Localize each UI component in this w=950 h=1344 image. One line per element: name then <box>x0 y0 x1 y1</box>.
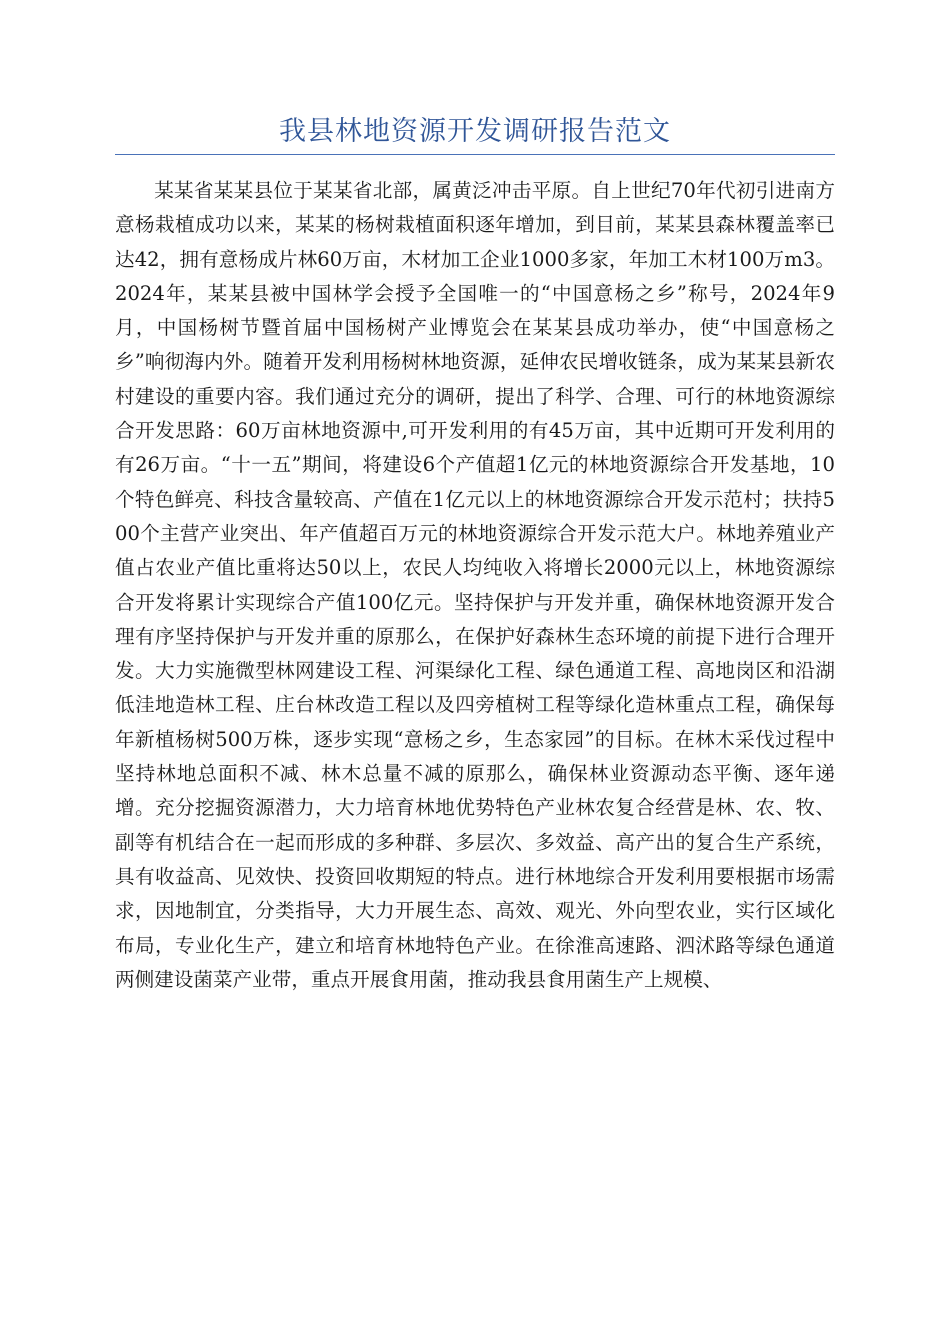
document-title: 我县林地资源开发调研报告范文 <box>279 116 671 147</box>
body-paragraph: 某某省某某县位于某某省北部，属黄泛冲击平原。自上世纪70年代初引进南方意杨栽植成功以来，某某的杨树栽植面积逐年增加，到目前，某某县森林覆盖率已达42，拥有意杨成片林60万亩，木材加工企业1000多家，年加工木材100万m3。2024年，某某县被中国林学会授予全国唯一的“中国意杨之乡”称号，2024年9月，中国杨树节暨首届中国杨树产业博览会在某某县成功举办，使“中国意杨之乡”响彻海内外。随着开发利用杨树林地资源，延伸农民增收链条，成为某某县新农村建设的重要内容。我们通过充分的调研，提出了科学、合理、可行的林地资源综合开发思路：60万亩林地资源中,可开发利用的有45万亩，其中近期可开发利用的有26万亩。“十一五”期间，将建设6个产值超1亿元的林地资源综合开发基地，10个特色鲜亮、科技含量较高、产值在1亿元以上的林地资源综合开发示范村；扶持500个主营产业突出、年产值超百万元的林地资源综合开发示范大户。林地养殖业产值占农业产值比重将达50以上，农民人均纯收入将增长2000元以上，林地资源综合开发将累计实现综合产值100亿元。坚持保护与开发并重，确保林地资源开发合理有序坚持保护与开发并重的原那么，在保护好森林生态环境的前提下进行合理开发。大力实施微型林网建设工程、河渠绿化工程、绿色通道工程、高地岗区和沿湖低洼地造林工程、庄台林改造工程以及四旁植树工程等绿化造林重点工程，确保每年新植杨树500万株，逐步实现“意杨之乡，生态家园”的目标。在林木采伐过程中坚持林地总面积不减、林木总量不减的原那么，确保林业资源动态平衡、逐年递增。充分挖掘资源潜力，大力培育林地优势特色产业林农复合经营是林、农、牧、副等有机结合在一起而形成的多种群、多层次、多效益、高产出的复合生产系统，具有收益高、见效快、投资回收期短的特点。进行林地综合开发利用要根据市场需求，因地制宜，分类指导，大力开展生态、高效、观光、外向型农业，实行区域化布局，专业化生产，建立和培育林地特色产业。在徐淮高速路、泗沭路等绿色通道两侧建设菌菜产业带，重点开展食用菌，推动我县食用菌生产上规模、 <box>115 179 835 991</box>
title-underline <box>115 154 835 155</box>
